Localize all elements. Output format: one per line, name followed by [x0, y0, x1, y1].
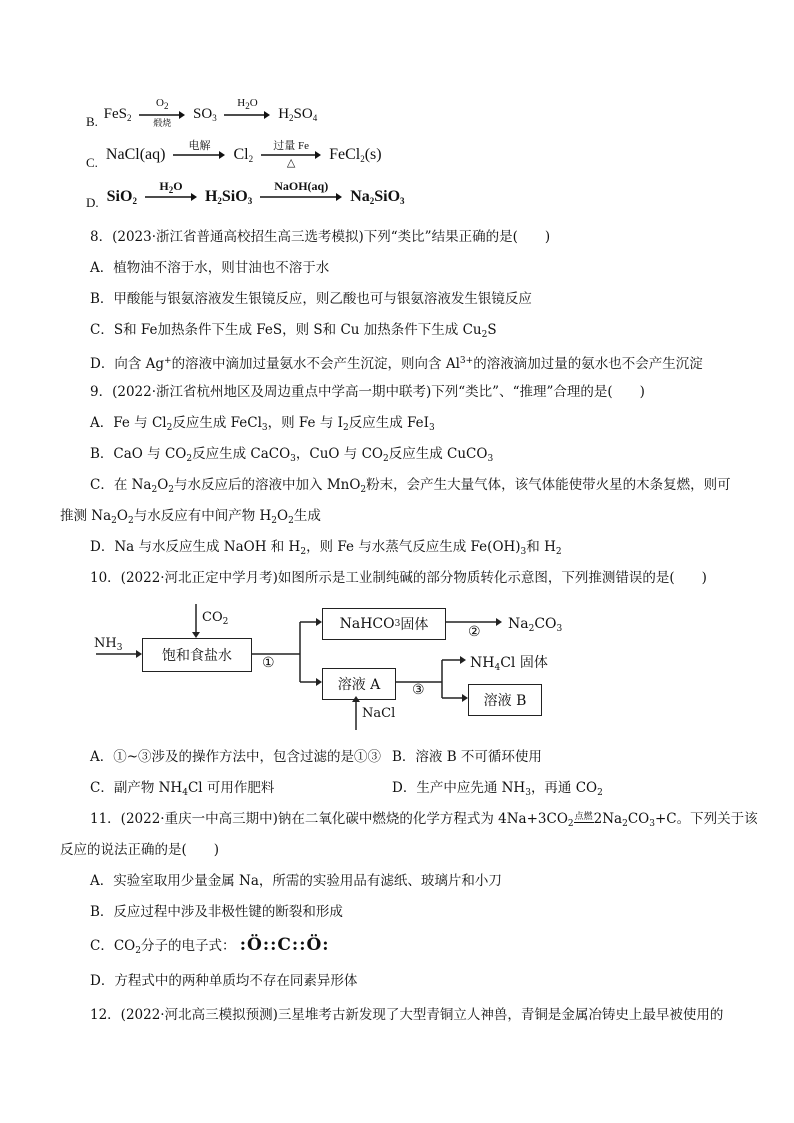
q9-option-d: D．Na 与水反应生成 NaOH 和 $H_2$，则 Fe 与水蒸气反应生成 $Fe(OH)_3$和 $H_2$ — [90, 539, 562, 557]
q10-option-a: A．①~③涉及的操作方法中，包含过滤的是①③ — [90, 749, 382, 765]
reaction-arrow: $H_2O$ — [224, 111, 270, 119]
nh4cl-label: $NH_4Cl$ 固体 — [470, 655, 548, 673]
reaction-arrow: NaOH(aq) — [260, 193, 342, 201]
box-solution-a: 溶液 A — [322, 668, 396, 700]
reaction-arrow: $H_2O$ — [145, 193, 197, 201]
step-3-marker: ③ — [412, 682, 425, 698]
option-b-equation: B. FeS$_2$ $O_2$ 煅烧 $SO_3$ $H_2O$ $H_2SO_4$ — [86, 96, 318, 129]
option-c-equation: $_{C.}$ NaCl(aq) 电解 $Cl_2$ 过量 Fe △ FeCl$_2$(s) — [86, 140, 382, 170]
q11-option-c: C．$CO_2$分子的电子式： :Ö::C::Ö: — [90, 935, 330, 956]
reaction-arrow: 电解 — [173, 151, 225, 159]
q8-stem: 8．(2023·浙江省普通高校招生高三选考模拟)下列“类比”结果正确的是( ) — [90, 229, 551, 245]
q8-option-a: A．植物油不溶于水，则甘油也不溶于水 — [90, 260, 330, 276]
q9-stem: 9．(2022·浙江省杭州地区及周边重点中学高一期中联考)下列“类比”、“推理”合理的是( ) — [90, 384, 645, 400]
option-letter: D. — [86, 195, 99, 210]
reaction-arrow: $O_2$ 煅烧 — [139, 111, 185, 119]
q11-stem-line1: 11．(2022·重庆一中高三期中)钠在二氧化碳中燃烧的化学方程式为 $4Na+3CO_2$点燃$2Na_2CO_3+C$。下列关于该 — [90, 811, 758, 829]
na2co3-label: $Na_2CO_3$ — [508, 616, 563, 634]
option-letter: C. — [86, 155, 98, 170]
q8-option-b: B．甲酸能与银氨溶液发生银镜反应，则乙酸也可与银氨溶液发生银镜反应 — [90, 291, 532, 307]
nacl-label: NaCl — [362, 706, 396, 721]
box-nahco3-solid: NaHCO 3 固体 — [322, 608, 446, 640]
q9-option-b: B．CaO 与 $CO_2$反应生成 CaCO$_3$，CuO 与 $CO_2$反应生成 CuCO$_3$ — [90, 446, 494, 464]
reaction-arrow: 过量 Fe △ — [261, 151, 321, 159]
q11-option-a: A．实验室取用少量金属 Na，所需的实验用品有滤纸、玻璃片和小刀 — [90, 873, 502, 889]
q10-option-b: B．溶液 B 不可循环使用 — [392, 749, 542, 765]
q8-option-d: D．向含 Ag+的溶液中滴加过量氨水不会产生沉淀，则向含 $Al^{3+}$的溶液滴加过量的氨水也不会产生沉淀 — [90, 356, 703, 372]
electron-formula: :Ö::C::Ö: — [239, 935, 330, 955]
q11-stem-line2: 反应的说法正确的是( ) — [60, 842, 220, 858]
q11-option-b: B．反应过程中涉及非极性键的断裂和形成 — [90, 904, 343, 920]
q9-option-a: A．Fe 与 $Cl_2$反应生成 FeCl$_3$，则 Fe 与 $I_2$反应生成 FeI$_3$ — [90, 415, 435, 433]
q10-stem: 10．(2022·河北正定中学月考)如图所示是工业制纯碱的部分物质转化示意图，下列推测错误的是( ) — [90, 570, 707, 586]
q8-option-c: C．S和 Fe加热条件下生成 FeS，则 S和 Cu 加热条件下生成 $Cu_2S$ — [90, 322, 497, 340]
reaction-condition: 点燃 — [574, 812, 593, 822]
box-solution-b: 溶液 B — [468, 684, 542, 716]
co2-label: $CO_2$ — [202, 610, 229, 627]
step-1-marker: ① — [262, 655, 275, 671]
q11-option-d: D．方程式中的两种单质均不存在同素异形体 — [90, 973, 358, 989]
step-2-marker: ② — [468, 624, 481, 640]
q12-stem: 12．(2022·河北高三模拟预测)三星堆考古新发现了大型青铜立人神兽，青铜是金属冶铸史上最早被使用的 — [90, 1007, 724, 1023]
q9-option-c-line1: C．在 $Na_2O_2$与水反应后的溶液中加入 MnO$_2$粉末，会产生大量气体，该气体能使带火星的木条复燃，则可 — [90, 477, 731, 495]
nh3-label: $NH_3$ — [94, 636, 123, 653]
option-d-equation: $_{D.}$ SiO$_2$ $H_2O$ $H_2SiO_3$ NaOH(aq) $Na_2SiO_3$ — [86, 179, 405, 210]
q9-option-c-line2: 推测 $Na_2O_2$与水反应有中间产物 $H_2O_2$生成 — [60, 508, 321, 526]
option-letter: B. — [86, 114, 98, 129]
q10-option-c: C．副产物 $NH_4Cl$ 可用作肥料 — [90, 780, 275, 798]
box-saturated-brine: 饱和食盐水 — [142, 638, 252, 672]
q10-option-d: D．生产中应先通 $NH_3$，再通 $CO_2$ — [392, 780, 603, 798]
